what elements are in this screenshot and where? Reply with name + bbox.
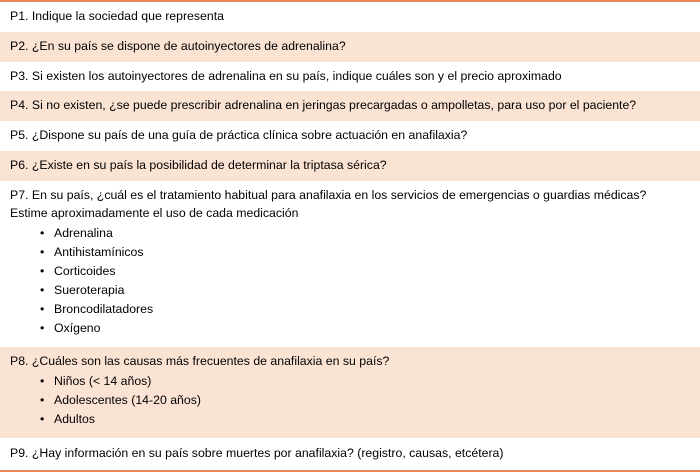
question-row-p2 <box>0 32 700 62</box>
question-row-p6 <box>0 151 700 181</box>
list-item: • Adrenalina <box>40 224 690 243</box>
list-item: • Sueroterapia <box>40 281 690 300</box>
list-item: • Niños (< 14 años) <box>40 372 690 391</box>
question-row-p3 <box>0 62 700 92</box>
question-row-p7 <box>0 181 700 347</box>
question-subtext: Estime aproximadamente el uso de cada medicación <box>10 205 299 220</box>
question-text: P5. ¿Dispone su país de una guía de práctica clínica sobre actuación en anafilaxia? <box>10 128 468 143</box>
question-bullet-list <box>10 224 690 338</box>
question-text: P6. ¿Existe en su país la posibilidad de determinar la triptasa sérica? <box>10 158 387 173</box>
list-item: • Corticoides <box>40 262 690 281</box>
question-text: P2. ¿En su país se dispone de autoinyectores de adrenalina? <box>10 38 346 53</box>
question-row-p8 <box>0 347 700 438</box>
list-item: • Broncodilatadores <box>40 300 690 319</box>
question-text: P1. Indique la sociedad que representa <box>10 9 224 23</box>
question-text: P8. ¿Cuáles son las causas más frecuentes de anafilaxia en su país? <box>10 353 390 368</box>
list-item: • Adultos <box>40 410 690 429</box>
question-row-p9 <box>0 438 700 470</box>
question-text: P4. Si no existen, ¿se puede prescribir adrenalina en jeringas precargadas o ampolletas, para uso por el paciente? <box>10 98 637 113</box>
question-text: P9. ¿Hay información en su país sobre muertes por anafilaxia? (registro, causas, etcétera) <box>10 445 504 460</box>
question-text: P3. Si existen los autoinyectores de adrenalina en su país, indique cuáles son y el precio aproximado <box>10 68 562 83</box>
question-row-p5 <box>0 121 700 151</box>
question-bullet-list <box>10 372 690 429</box>
question-text: P7. En su país, ¿cuál es el tratamiento habitual para anafilaxia en los servicios de emergencias o guardias médicas? <box>10 187 647 202</box>
list-item: • Antihistamínicos <box>40 243 690 262</box>
question-row-p4 <box>0 91 700 121</box>
question-row-p1 <box>0 2 700 32</box>
list-item: • Oxígeno <box>40 319 690 338</box>
list-item: • Adolescentes (14-20 años) <box>40 391 690 410</box>
